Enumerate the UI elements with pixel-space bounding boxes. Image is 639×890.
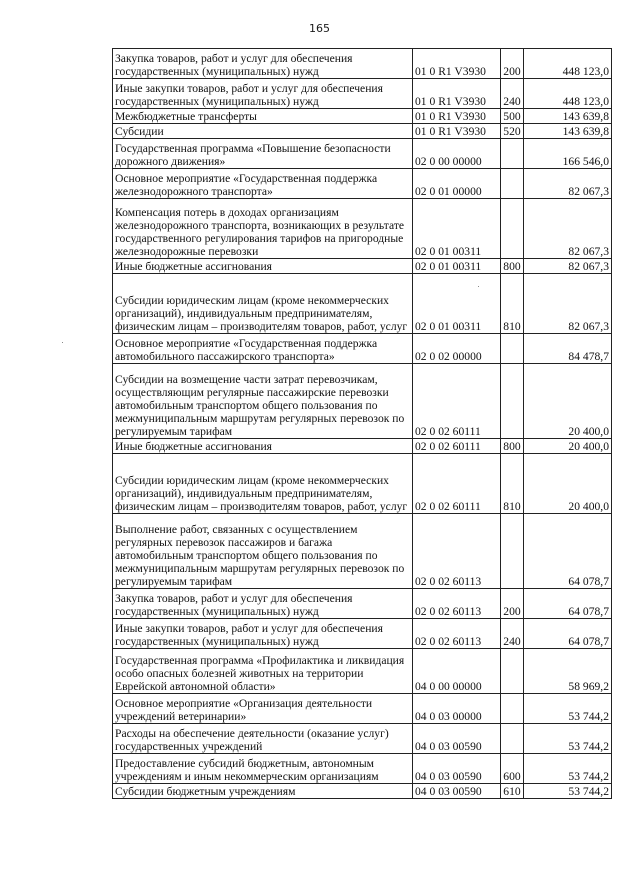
row-name: Государственная программа «Профилактика и ликвидация особо опасных болезней животных на территории Еврейской автономной области» [113,649,413,694]
table-row [113,49,612,79]
row-name: Иные закупки товаров, работ и услуг для обеспечения государственных (муниципальных) нужд [113,79,413,109]
row-name: Субсидии на возмещение части затрат перевозчикам, осуществляющим регулярные пассажирские перевозки автомобильным транспортом общего пользования по межмуниципальным маршрутам регулярных перевозок по регулируемым тарифам [113,364,413,439]
row-code: 02 0 02 60111 [413,454,501,514]
row-name: Основное мероприятие «Государственная поддержка железнодорожного транспорта» [113,169,413,199]
row-sum: 53 744,2 [524,754,612,784]
row-name: Закупка товаров, работ и услуг для обеспечения государственных (муниципальных) нужд [113,49,413,79]
row-type [501,334,524,364]
row-code: 01 0 R1 V3930 [413,109,501,124]
row-type: 240 [501,79,524,109]
row-name: Предоставление субсидий бюджетным, автономным учреждениям и иным некоммерческим организациям [113,754,413,784]
row-sum: 64 078,7 [524,619,612,649]
row-name: Закупка товаров, работ и услуг для обеспечения государственных (муниципальных) нужд [113,589,413,619]
row-code: 04 0 03 00590 [413,784,501,799]
row-name: Государственная программа «Повышение безопасности дорожного движения» [113,139,413,169]
table-row [113,439,612,454]
table-row [113,754,612,784]
row-type [501,694,524,724]
scan-speck [478,286,479,287]
row-sum: 82 067,3 [524,274,612,334]
row-type: 600 [501,754,524,784]
row-name: Субсидии юридическим лицам (кроме некоммерческих организаций), индивидуальным предпринимателям, физическим лицам – производителям товаров, работ, услуг [113,454,413,514]
page-number: 165 [309,22,330,35]
row-code: 02 0 00 00000 [413,139,501,169]
row-code: 02 0 02 60113 [413,589,501,619]
scan-speck [62,342,63,343]
table-row [113,124,612,139]
row-type [501,169,524,199]
table-row [113,274,612,334]
row-code: 01 0 R1 V3930 [413,79,501,109]
row-sum: 20 400,0 [524,439,612,454]
row-type: 500 [501,109,524,124]
budget-table [112,48,612,799]
row-code: 02 0 02 60111 [413,439,501,454]
row-type [501,514,524,589]
row-name: Субсидии юридическим лицам (кроме некоммерческих организаций), индивидуальным предпринимателям, физическим лицам – производителям товаров, работ, услуг [113,274,413,334]
row-code: 02 0 02 60113 [413,514,501,589]
row-name: Компенсация потерь в доходах организациям железнодорожного транспорта, возникающих в результате государственного регулирования тарифов на пригородные железнодорожные перевозки [113,199,413,259]
row-code: 04 0 03 00590 [413,724,501,754]
table-row [113,514,612,589]
table-row [113,694,612,724]
row-sum: 20 400,0 [524,454,612,514]
row-type: 810 [501,274,524,334]
table-row [113,109,612,124]
row-code: 02 0 02 60113 [413,619,501,649]
row-sum: 448 123,0 [524,49,612,79]
row-code: 02 0 01 00311 [413,259,501,274]
row-name: Иные закупки товаров, работ и услуг для обеспечения государственных (муниципальных) нужд [113,619,413,649]
row-code: 04 0 03 00590 [413,754,501,784]
table-row [113,334,612,364]
row-sum: 20 400,0 [524,364,612,439]
row-sum: 143 639,8 [524,109,612,124]
row-type: 810 [501,454,524,514]
row-sum: 64 078,7 [524,589,612,619]
row-sum: 53 744,2 [524,694,612,724]
row-name: Иные бюджетные ассигнования [113,439,413,454]
row-code: 01 0 R1 V3930 [413,49,501,79]
row-type [501,364,524,439]
table-row [113,364,612,439]
row-type: 200 [501,589,524,619]
row-sum: 53 744,2 [524,784,612,799]
table-row [113,199,612,259]
row-name: Основное мероприятие «Государственная поддержка автомобильного пассажирского транспорта» [113,334,413,364]
row-code: 02 0 01 00311 [413,274,501,334]
row-sum: 58 969,2 [524,649,612,694]
row-type: 800 [501,439,524,454]
table-row [113,649,612,694]
row-type: 800 [501,259,524,274]
row-type [501,139,524,169]
row-sum: 82 067,3 [524,259,612,274]
row-sum: 143 639,8 [524,124,612,139]
row-sum: 53 744,2 [524,724,612,754]
row-name: Субсидии бюджетным учреждениям [113,784,413,799]
row-type [501,649,524,694]
row-name: Основное мероприятие «Организация деятельности учреждений ветеринарии» [113,694,413,724]
table-row [113,784,612,799]
row-code: 02 0 02 00000 [413,334,501,364]
budget-table-body [113,49,612,799]
table-row [113,139,612,169]
table-row [113,79,612,109]
table-row [113,454,612,514]
row-code: 02 0 01 00311 [413,199,501,259]
row-code: 04 0 00 00000 [413,649,501,694]
row-code: 02 0 02 60111 [413,364,501,439]
row-type: 610 [501,784,524,799]
row-code: 02 0 01 00000 [413,169,501,199]
table-row [113,619,612,649]
row-type [501,199,524,259]
row-code: 01 0 R1 V3930 [413,124,501,139]
table-row [113,589,612,619]
row-name: Расходы на обеспечение деятельности (оказание услуг) государственных учреждений [113,724,413,754]
row-code: 04 0 03 00000 [413,694,501,724]
row-type: 200 [501,49,524,79]
row-sum: 82 067,3 [524,199,612,259]
table-row [113,169,612,199]
row-sum: 84 478,7 [524,334,612,364]
row-sum: 82 067,3 [524,169,612,199]
row-type: 520 [501,124,524,139]
row-name: Выполнение работ, связанных с осуществлением регулярных перевозок пассажиров и багажа автомобильным транспортом общего пользования по межмуниципальным маршрутам регулярных перевозок по регулируемым тарифам [113,514,413,589]
row-name: Субсидии [113,124,413,139]
row-type: 240 [501,619,524,649]
table-row [113,724,612,754]
row-name: Иные бюджетные ассигнования [113,259,413,274]
row-sum: 166 546,0 [524,139,612,169]
table-row [113,259,612,274]
row-sum: 64 078,7 [524,514,612,589]
row-type [501,724,524,754]
row-name: Межбюджетные трансферты [113,109,413,124]
row-sum: 448 123,0 [524,79,612,109]
